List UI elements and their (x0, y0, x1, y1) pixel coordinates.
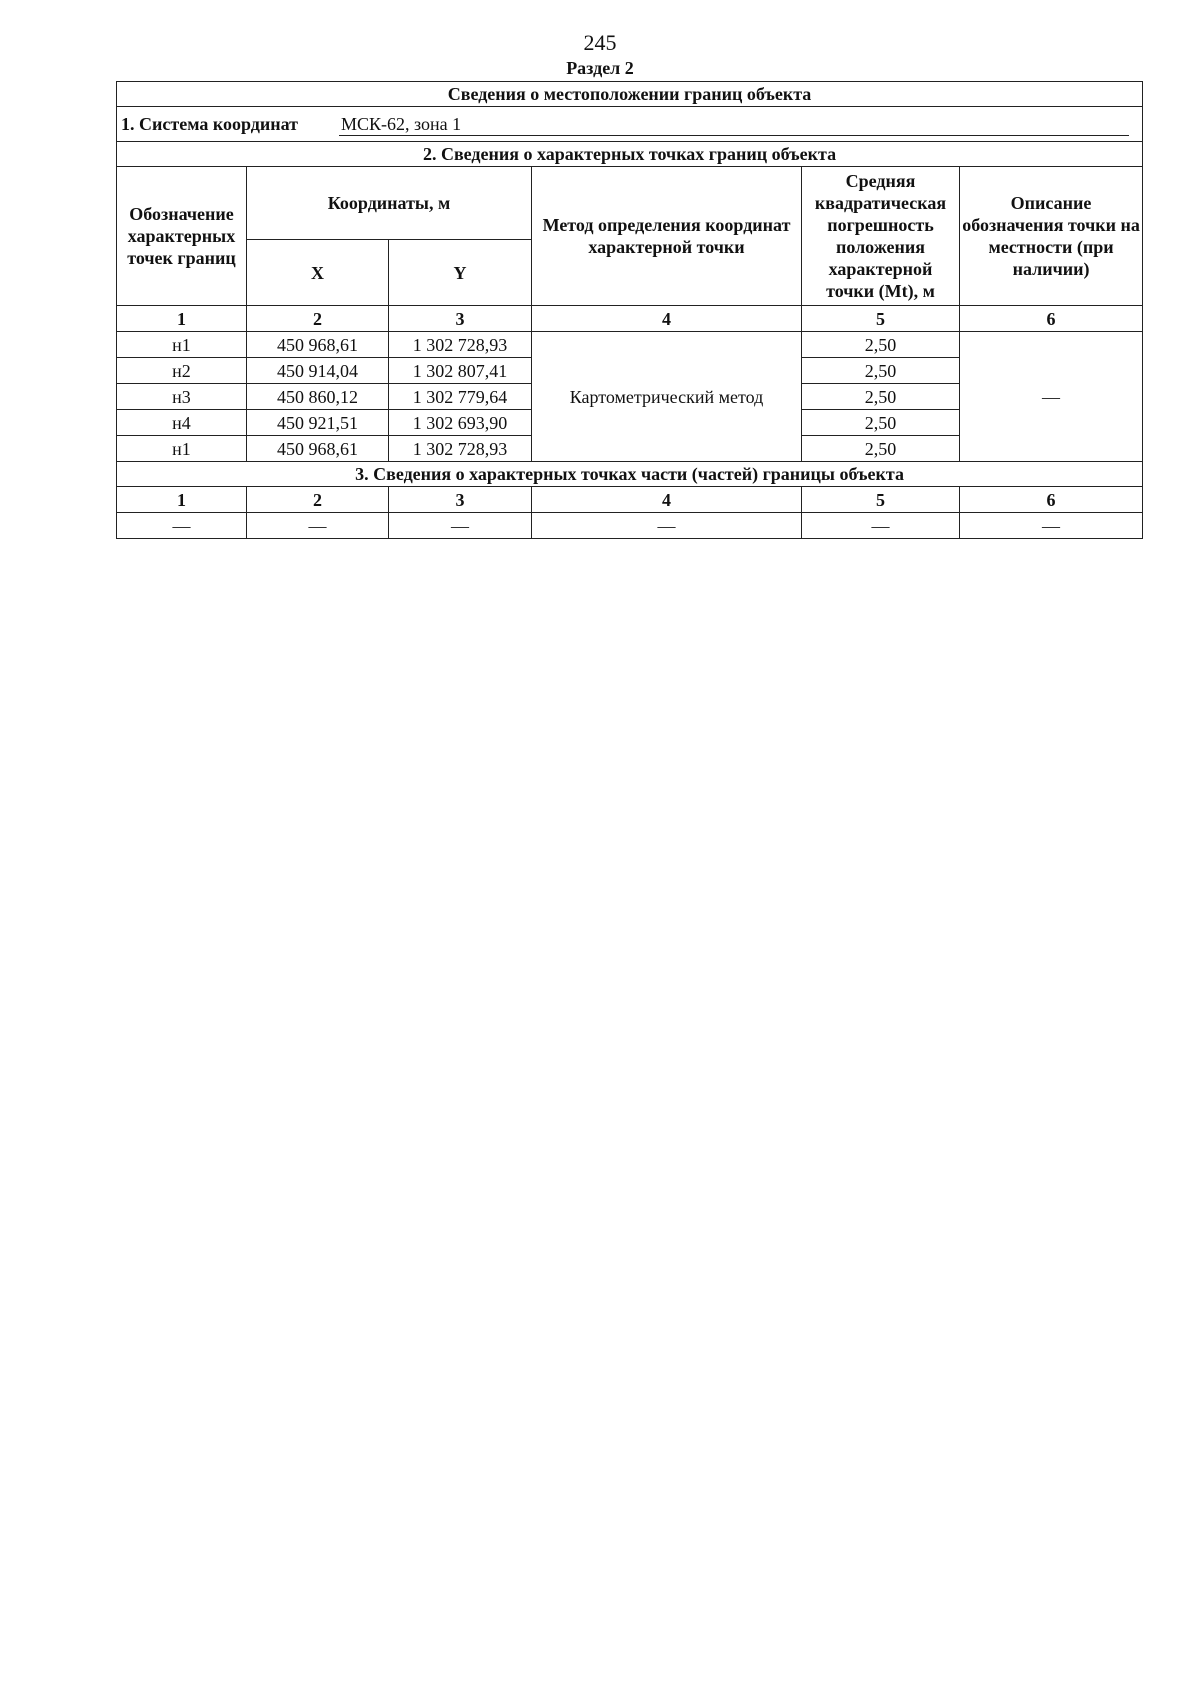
point-mt: 2,50 (802, 410, 960, 436)
point-x: 450 914,04 (247, 358, 389, 384)
parts-section-title: 3. Сведения о характерных точках части (частей) границы объекта (117, 462, 1143, 487)
coord-system-row (117, 107, 1143, 142)
column-numbers-row (117, 306, 1143, 332)
header-method: Метод определения координат характерной точки (532, 167, 802, 306)
parts-cell: — (389, 513, 532, 539)
point-y: 1 302 779,64 (389, 384, 532, 410)
point-y: 1 302 807,41 (389, 358, 532, 384)
column-number: 5 (802, 306, 960, 332)
header-description: Описание обозначения точки на местности (при наличии) (960, 167, 1143, 306)
page-number: 245 (583, 30, 617, 55)
header-designation: Обозначение характерных точек границ (117, 167, 247, 306)
point-y: 1 302 728,93 (389, 332, 532, 358)
point-name: н1 (117, 332, 247, 358)
parts-cell: — (247, 513, 389, 539)
table-title: Сведения о местоположении границ объекта (117, 82, 1143, 107)
column-number: 5 (802, 487, 960, 513)
point-x: 450 968,61 (247, 436, 389, 462)
table-row (117, 332, 1143, 358)
boundary-table (116, 81, 1143, 539)
point-name: н1 (117, 436, 247, 462)
point-name: н3 (117, 384, 247, 410)
point-mt: 2,50 (802, 436, 960, 462)
point-mt: 2,50 (802, 358, 960, 384)
section-title: Раздел 2 (566, 58, 634, 78)
point-y: 1 302 728,93 (389, 436, 532, 462)
column-number: 3 (389, 306, 532, 332)
parts-column-numbers-row (117, 487, 1143, 513)
column-number: 1 (117, 487, 247, 513)
header-error: Средняя квадратическая погрешность положения характерной точки (Mt), м (802, 167, 960, 306)
point-name: н4 (117, 410, 247, 436)
description-value: — (960, 332, 1143, 462)
parts-cell: — (532, 513, 802, 539)
column-number: 2 (247, 487, 389, 513)
column-number: 2 (247, 306, 389, 332)
point-y: 1 302 693,90 (389, 410, 532, 436)
header-coordinates: Координаты, м (247, 167, 532, 240)
point-x: 450 860,12 (247, 384, 389, 410)
point-x: 450 968,61 (247, 332, 389, 358)
column-number: 6 (960, 487, 1143, 513)
parts-cell: — (802, 513, 960, 539)
coord-system-label: 1. Система координат (121, 113, 298, 134)
method-value: Картометрический метод (532, 332, 802, 462)
point-mt: 2,50 (802, 332, 960, 358)
point-name: н2 (117, 358, 247, 384)
point-mt: 2,50 (802, 384, 960, 410)
column-number: 1 (117, 306, 247, 332)
header-y: Y (389, 240, 532, 306)
parts-cell: — (960, 513, 1143, 539)
parts-row (117, 513, 1143, 539)
column-number: 6 (960, 306, 1143, 332)
coord-system-value: МСК-62, зона 1 (339, 113, 1129, 136)
parts-cell: — (117, 513, 247, 539)
column-number: 4 (532, 487, 802, 513)
header-x: X (247, 240, 389, 306)
column-number: 4 (532, 306, 802, 332)
column-number: 3 (389, 487, 532, 513)
point-x: 450 921,51 (247, 410, 389, 436)
points-section-title: 2. Сведения о характерных точках границ объекта (117, 142, 1143, 167)
